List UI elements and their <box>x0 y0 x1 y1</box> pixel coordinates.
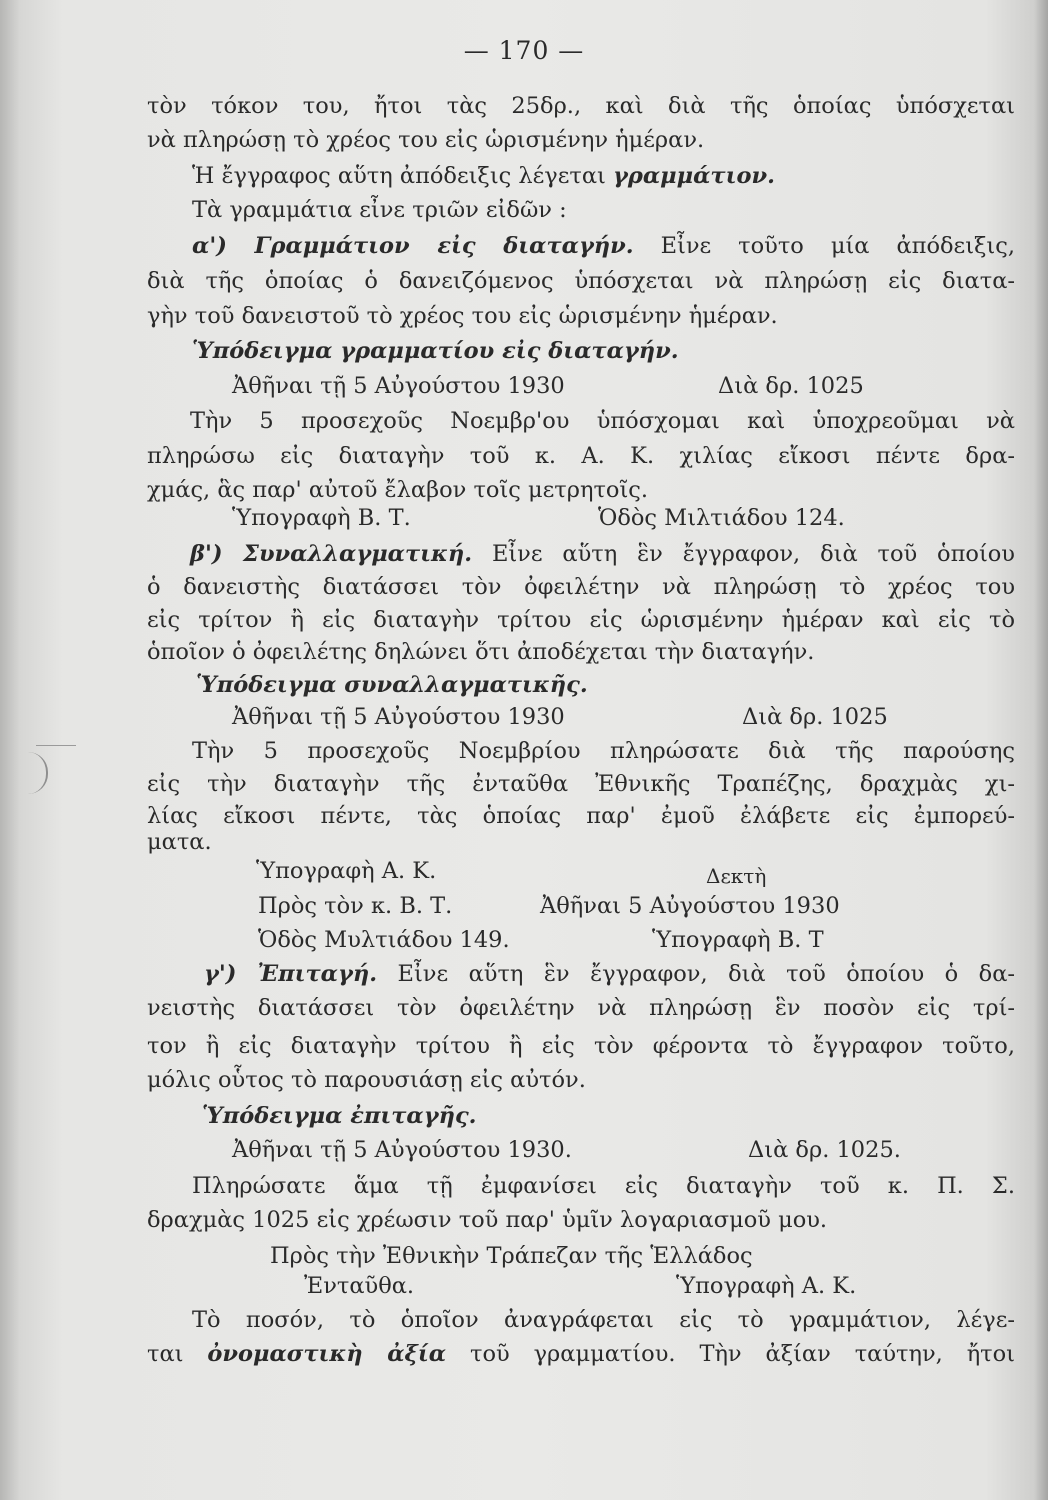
example-b-drawee: Πρὸς τὸν κ. Β. Τ. <box>258 893 453 919</box>
text-line: ματα. <box>147 829 212 855</box>
text-run: ται <box>147 1341 184 1367</box>
text-line: εἰς τὴν διαταγὴν τῆς ἐνταῦθα Ἐθνικῆς Τραπέζης, δραχμὰς χι- <box>147 771 1015 797</box>
example-heading-a: Ὑπόδειγμα γραμματίου εἰς διαταγήν. <box>192 338 679 364</box>
example-a-address: Ὁδὸς Μιλτιάδου 124. <box>598 505 845 531</box>
margin-pencil-curve <box>28 752 48 794</box>
section-b-heading: β') Συναλλαγματική. <box>190 541 473 567</box>
text-run: Εἶνε αὕτη ἓν ἔγγραφον, διὰ τοῦ ὁποίου <box>491 541 1015 567</box>
text-line: νειστὴς διατάσσει τὸν ὀφειλέτην νὰ πληρώσῃ ἓν ποσὸν εἰς τρί- <box>147 995 1015 1021</box>
example-heading-c: Ὑπόδειγμα ἐπιταγῆς. <box>202 1103 477 1129</box>
text-run: Εἶνε τοῦτο μία ἀπόδειξις, <box>660 233 1015 259</box>
text-line: λίας εἴκοσι πέντε, τὰς ὁποίας παρ' ἐμοῦ ἐλάβετε εἰς ἐμπορεύ- <box>147 803 1015 829</box>
example-c-place: Ἐνταῦθα. <box>304 1273 415 1299</box>
example-c-drawee: Πρὸς τὴν Ἐθνικὴν Τράπεζαν τῆς Ἑλλάδος <box>270 1243 753 1269</box>
term-nominal-value: ὀνομαστικὴ ἀξία <box>207 1341 447 1367</box>
text-line: μόλις οὗτος τὸ παρουσιάσῃ εἰς αὐτόν. <box>147 1067 586 1093</box>
section-a-line <box>192 230 1015 262</box>
text-line: νὰ πληρώσῃ τὸ χρέος του εἰς ὡρισμένην ἡμέραν. <box>147 127 705 153</box>
page-shadow-left <box>0 0 20 1500</box>
page-number: — 170 — <box>463 36 585 65</box>
text-run: Ἡ ἔγγραφος αὕτη ἀπόδειξις λέγεται <box>192 163 606 189</box>
example-c-amount: Διὰ δρ. 1025. <box>748 1137 901 1163</box>
text-line: διὰ τῆς ὁποίας ὁ δανειζόμενος ὑπόσχεται νὰ πληρώσῃ εἰς διατα- <box>147 268 1015 294</box>
section-a-heading: α') Γραμμάτιον εἰς διαταγήν. <box>192 233 634 259</box>
example-heading-b: Ὑπόδειγμα συναλλαγματικῆς. <box>196 672 588 698</box>
page-shadow-right <box>1034 0 1048 1500</box>
text-line: Τὸ ποσόν, τὸ ὁποῖον ἀναγράφεται εἰς τὸ γραμμάτιον, λέγε- <box>192 1307 1015 1333</box>
example-c-place-date: Ἀθῆναι τῇ 5 Αὐγούστου 1930. <box>232 1137 572 1163</box>
example-a-amount: Διὰ δρ. 1025 <box>718 373 864 399</box>
text-line: Τὴν 5 προσεχοῦς Νοεμβρίου πληρώσατε διὰ τῆς παρούσης <box>192 738 1015 764</box>
text-line: ὁ δανειστὴς διατάσσει τὸν ὀφειλέτην νὰ πληρώσῃ τὸ χρέος του <box>147 574 1015 600</box>
example-a-signature: Ὑπογραφὴ Β. Τ. <box>232 505 411 531</box>
example-b-place-date: Ἀθῆναι τῇ 5 Αὐγούστου 1930 <box>232 704 565 730</box>
text-line: χμάς, ἃς παρ' αὐτοῦ ἔλαβον τοῖς μετρητοῖς. <box>147 477 649 503</box>
example-c-signature: Ὑπογραφὴ Α. Κ. <box>676 1273 857 1299</box>
text-line <box>192 160 1015 192</box>
text-line: Πληρώσατε ἅμα τῇ ἐμφανίσει εἰς διαταγὴν τοῦ κ. Π. Σ. <box>192 1173 1015 1199</box>
term-grammation: γραμμάτιον. <box>613 163 775 189</box>
text-line: γὴν τοῦ δανειστοῦ τὸ χρέος του εἰς ὡρισμένην ἡμέραν. <box>147 303 778 329</box>
text-line: τον ἢ εἰς διαταγὴν τρίτου ἢ εἰς τὸν φέροντα τὸ ἔγγραφον τοῦτο, <box>147 1033 1015 1059</box>
text-line: τὸν τόκον του, ἤτοι τὰς 25δρ., καὶ διὰ τῆς ὁποίας ὑπόσχεται <box>147 93 1015 119</box>
example-b-accept-signature: Ὑπογραφὴ Β. Τ <box>652 927 824 953</box>
text-line: Τὴν 5 προσεχοῦς Νοεμβρ'ου ὑπόσχομαι καὶ ὑποχρεοῦμαι νὰ <box>190 408 1015 434</box>
text-run: τοῦ γραμματίου. Τὴν ἀξίαν ταύτην, ἤτοι <box>470 1341 1015 1367</box>
text-line: δραχμὰς 1025 εἰς χρέωσιν τοῦ παρ' ὑμῖν λογαριασμοῦ μου. <box>147 1207 828 1233</box>
example-b-signature: Ὑπογραφὴ Α. Κ. <box>256 858 437 884</box>
section-b-line <box>190 538 1015 570</box>
text-line: Τὰ γραμμάτια εἶνε τριῶν εἰδῶν : <box>192 197 567 223</box>
section-c-heading: γ') Ἐπιταγή. <box>204 961 378 987</box>
text-line: ὁποῖον ὁ ὀφειλέτης δηλώνει ὅτι ἀποδέχεται τὴν διαταγήν. <box>147 639 815 665</box>
example-b-accept-place-date: Ἀθῆναι 5 Αὐγούστου 1930 <box>540 893 840 919</box>
example-b-address: Ὁδὸς Μυλτιάδου 149. <box>258 927 510 953</box>
section-c-line <box>204 958 1015 990</box>
text-line: εἰς τρίτον ἢ εἰς διαταγὴν τρίτου εἰς ὡρισμένην ἡμέραν καὶ εἰς τὸ <box>147 607 1015 633</box>
text-line <box>147 1338 1015 1370</box>
example-b-acceptance: Δεκτὴ <box>706 864 767 888</box>
text-run: Εἶνε αὕτη ἓν ἔγγραφον, διὰ τοῦ ὁποίου ὁ δα- <box>397 961 1016 987</box>
example-a-place-date: Ἀθῆναι τῇ 5 Αὐγούστου 1930 <box>232 373 565 399</box>
text-line: πληρώσω εἰς διαταγὴν τοῦ κ. Α. Κ. χιλίας εἴκοσι πέντε δρα- <box>147 443 1015 469</box>
example-b-amount: Διὰ δρ. 1025 <box>742 704 888 730</box>
margin-pencil-mark <box>36 745 76 746</box>
